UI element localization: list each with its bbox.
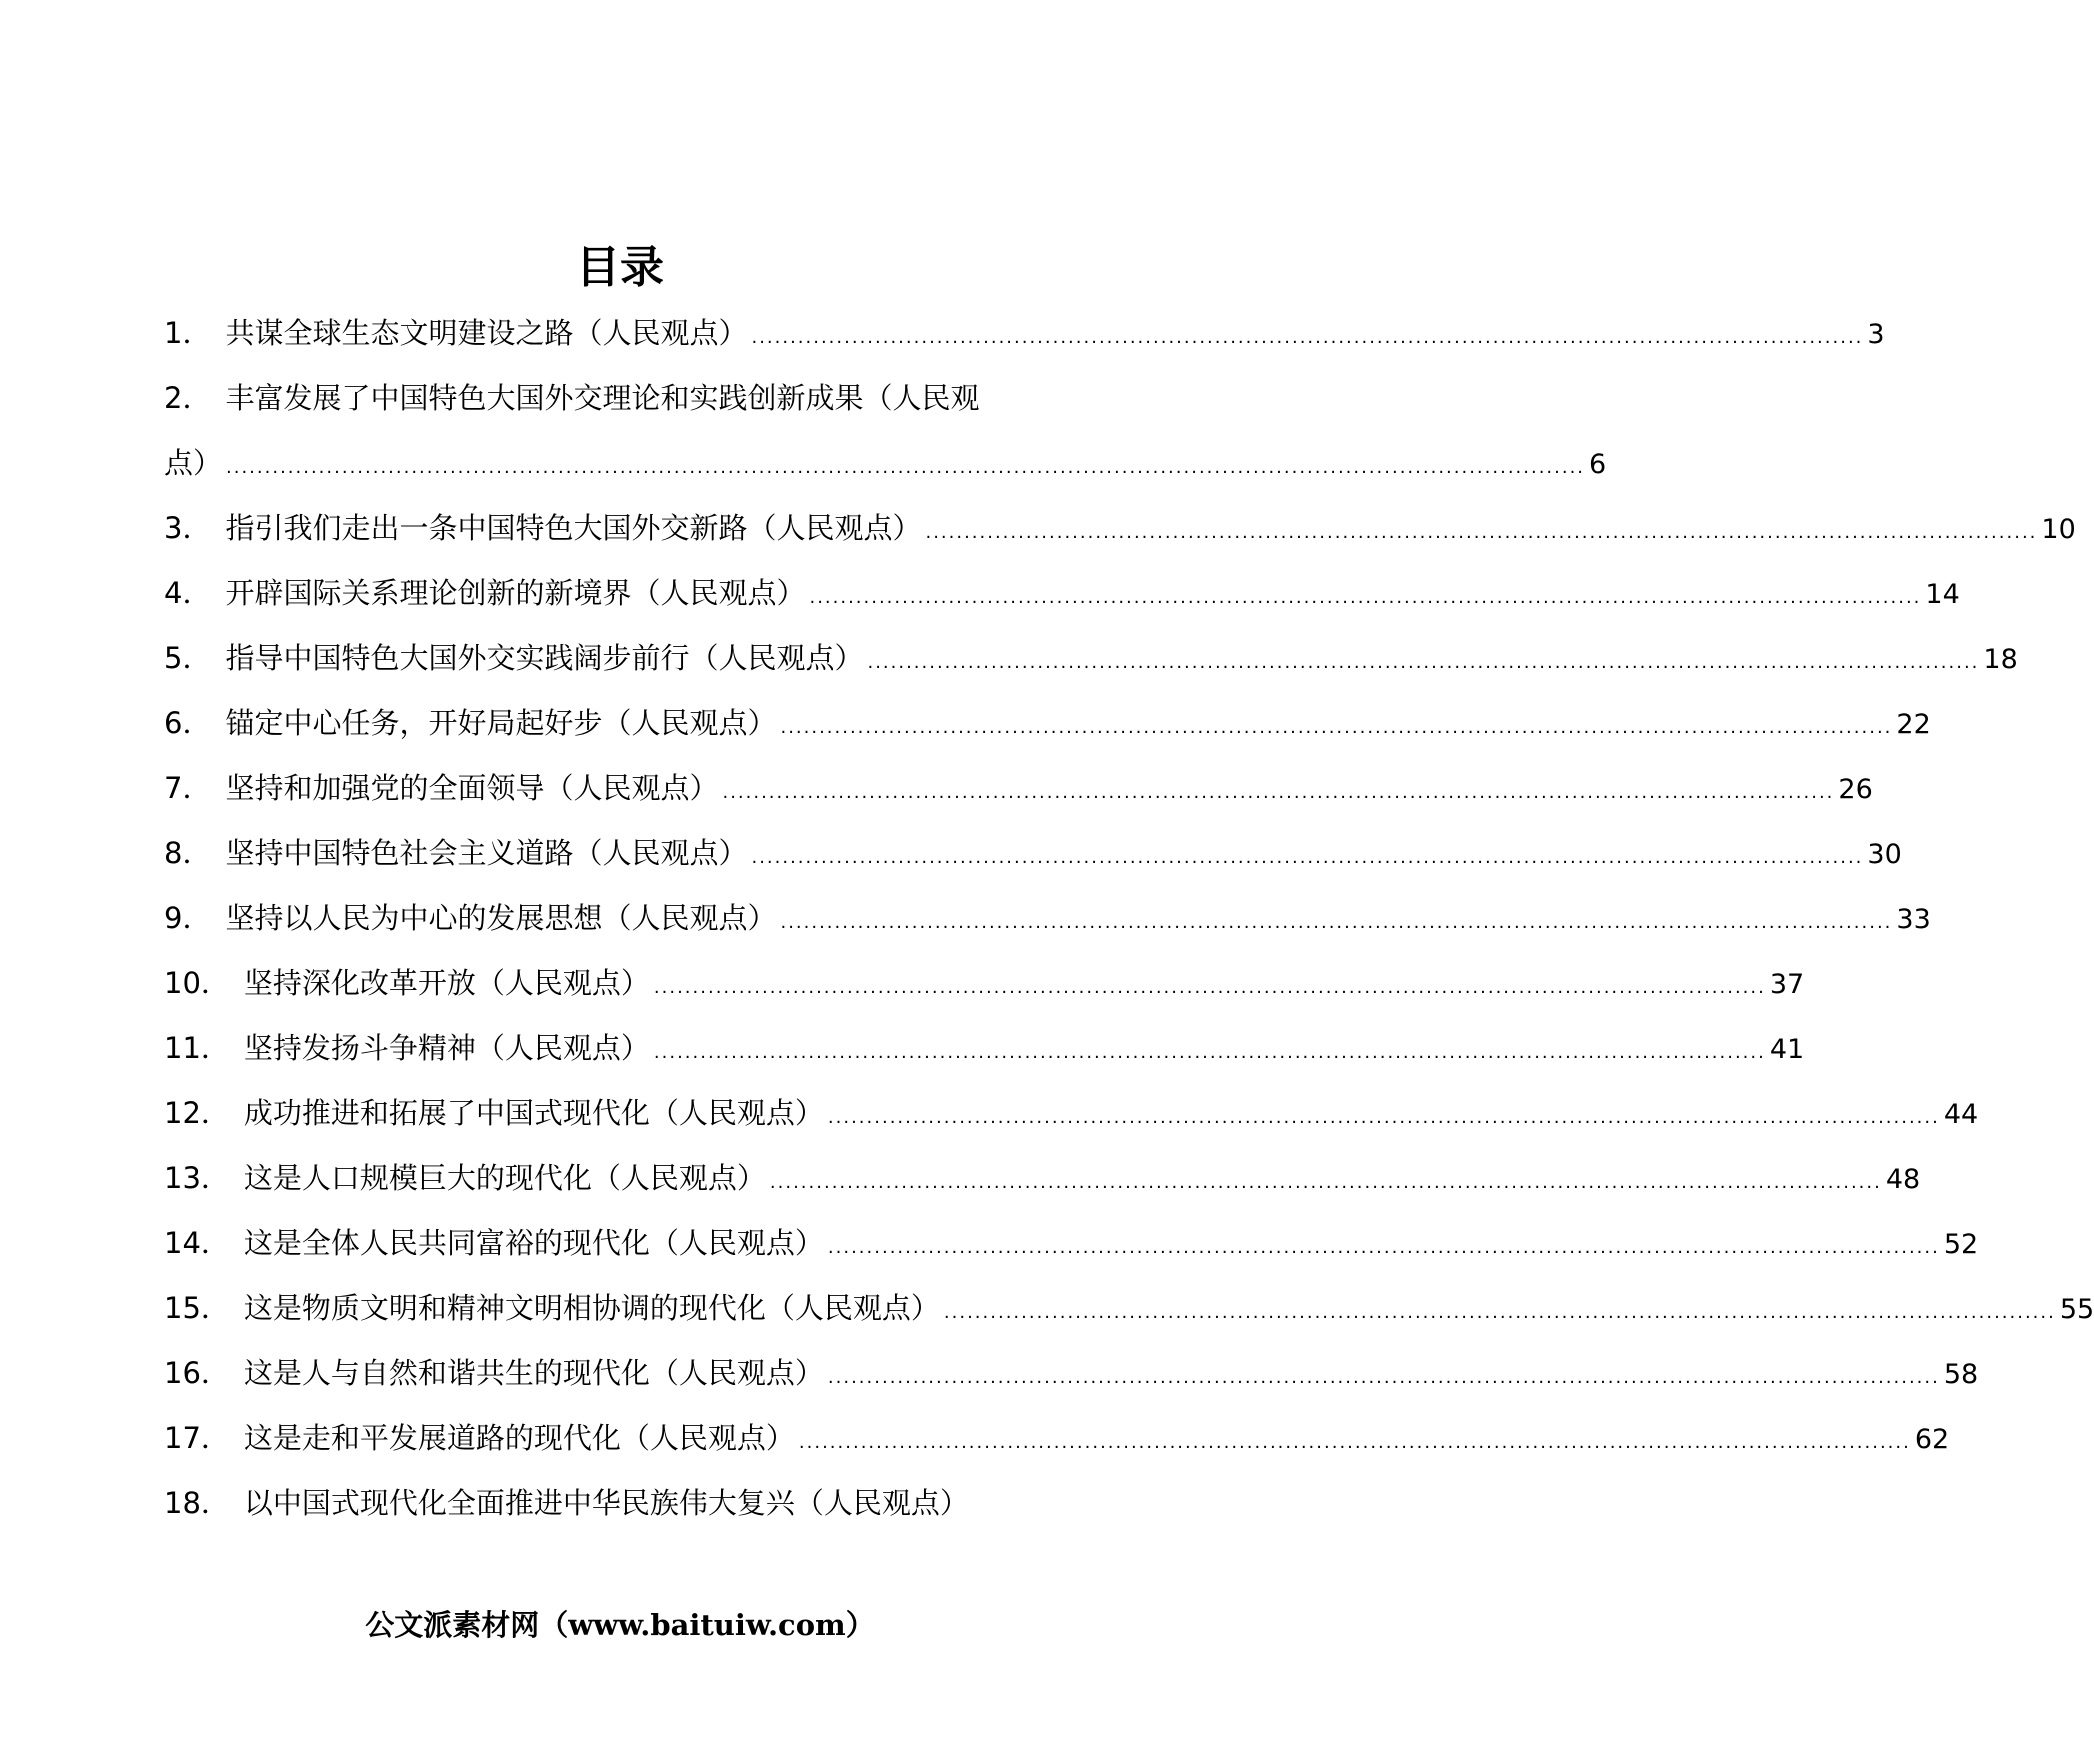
toc-item-page: 41: [1769, 1034, 1805, 1065]
toc-leader-dots: ................................................................................................................................................................................: [226, 457, 1586, 478]
toc-item-title: 以中国式现代化全面推进中华民族伟大复兴（人民观点）: [243, 1486, 969, 1520]
toc-item-page: 3: [1867, 319, 1885, 350]
toc-item-page: 52: [1943, 1229, 1979, 1260]
toc-item[interactable]: [164, 366, 1607, 496]
toc-item[interactable]: [164, 756, 1873, 821]
toc-item[interactable]: [164, 1146, 1921, 1211]
toc-item-title: 成功推进和拓展了中国式现代化（人民观点）: [243, 1096, 824, 1130]
toc-leader-dots: ................................................................................................................................................: [653, 977, 1766, 998]
toc-item-number: 14．: [164, 1226, 230, 1260]
toc-item-title-continued: 点）: [164, 446, 223, 480]
toc-item-title: 这是走和平发展道路的现代化（人民观点）: [243, 1421, 795, 1455]
toc-item[interactable]: [164, 886, 1931, 951]
toc-item-page: 62: [1914, 1424, 1950, 1455]
toc-leader-dots: ................................................................................................................................................: [867, 652, 1980, 673]
toc-leader-dots: ................................................................................................................................................: [751, 847, 1864, 868]
toc-leader-dots: ................................................................................................................................................: [722, 782, 1835, 803]
toc-item[interactable]: [164, 301, 1885, 366]
toc-item[interactable]: [164, 1471, 1074, 1536]
toc-item[interactable]: [164, 1016, 1805, 1081]
toc-leader-dots: ................................................................................................................................................: [827, 1367, 1940, 1388]
toc-item-number: 7．: [164, 771, 212, 805]
toc-item-number: 11．: [164, 1031, 230, 1065]
footer-watermark: 公文派素材网（www.baituiw.com）: [365, 1608, 875, 1642]
toc-item-number: 6．: [164, 706, 212, 740]
toc-leader-dots: ................................................................................................................................................: [827, 1237, 1940, 1258]
toc-item[interactable]: [164, 496, 2076, 561]
toc-item[interactable]: [164, 1276, 2094, 1341]
toc-item-page: 18: [1983, 644, 2018, 675]
toc-leader-dots: ................................................................................................................................................: [653, 1042, 1766, 1063]
toc-leader-dots: ................................................................................................................................................: [809, 587, 1922, 608]
toc-leader-dots: ................................................................................................................................................: [780, 912, 1893, 933]
toc-leader-dots: ................................................................................................................................................: [751, 327, 1864, 348]
toc-item-number: 3．: [164, 511, 212, 545]
table-of-contents: [164, 301, 2094, 1536]
toc-item-title: 坚持以人民为中心的发展思想（人民观点）: [225, 901, 777, 935]
toc-item[interactable]: [164, 691, 1931, 756]
toc-leader-dots: ................................................................................................................................................: [769, 1172, 1882, 1193]
toc-item[interactable]: [164, 561, 1960, 626]
toc-item-title: 这是全体人民共同富裕的现代化（人民观点）: [243, 1226, 824, 1260]
toc-item-page: 30: [1867, 839, 1902, 870]
toc-item[interactable]: [164, 1211, 1979, 1276]
toc-item-page: 14: [1925, 579, 1960, 610]
toc-leader-dots: ................................................................................................................................................: [925, 522, 2038, 543]
toc-item-title: 指引我们走出一条中国特色大国外交新路（人民观点）: [225, 511, 922, 545]
toc-item[interactable]: [164, 1081, 1979, 1146]
toc-item-title: 丰富发展了中国特色大国外交理论和实践创新成果（人民观: [225, 381, 980, 415]
toc-item-number: 5．: [164, 641, 212, 675]
toc-item-page: 6: [1589, 449, 1607, 480]
toc-item-title: 开辟国际关系理论创新的新境界（人民观点）: [225, 576, 806, 610]
page-title: 目录: [576, 242, 664, 293]
toc-item-title: 共谋全球生态文明建设之路（人民观点）: [225, 316, 748, 350]
toc-item-number: 8．: [164, 836, 212, 870]
toc-item-title: 指导中国特色大国外交实践阔步前行（人民观点）: [225, 641, 864, 675]
toc-leader-dots: ................................................................................................................................................: [780, 717, 1893, 738]
toc-item-number: 9．: [164, 901, 212, 935]
toc-item-title: 坚持和加强党的全面领导（人民观点）: [225, 771, 719, 805]
toc-item-page: 37: [1769, 969, 1805, 1000]
toc-item-page: 55: [2059, 1294, 2094, 1325]
toc-item-page: 26: [1838, 774, 1873, 805]
toc-item-title: 这是物质文明和精神文明相协调的现代化（人民观点）: [243, 1291, 940, 1325]
toc-leader-dots: ................................................................................................................................................: [798, 1432, 1911, 1453]
toc-item-number: 17．: [164, 1421, 230, 1455]
toc-item[interactable]: [164, 951, 1805, 1016]
toc-leader-dots: ................................................................................................................................................: [827, 1107, 1940, 1128]
toc-item[interactable]: [164, 1341, 1979, 1406]
toc-item-page: 44: [1943, 1099, 1979, 1130]
toc-item-title: 锚定中心任务，开好局起好步（人民观点）: [225, 706, 777, 740]
toc-item-page: 48: [1885, 1164, 1921, 1195]
toc-item-title: 坚持发扬斗争精神（人民观点）: [243, 1031, 650, 1065]
toc-leader-dots: ................................................................................................................................................: [943, 1302, 2056, 1323]
toc-item-title: 坚持深化改革开放（人民观点）: [243, 966, 650, 1000]
toc-item-page: 58: [1943, 1359, 1979, 1390]
toc-item[interactable]: [164, 626, 2018, 691]
toc-item[interactable]: [164, 1406, 1950, 1471]
toc-item-number: 16．: [164, 1356, 230, 1390]
toc-item[interactable]: [164, 821, 1902, 886]
toc-item-number: 2．: [164, 381, 212, 415]
toc-item-number: 4．: [164, 576, 212, 610]
toc-item-number: 15．: [164, 1291, 230, 1325]
toc-item-page: 33: [1896, 904, 1931, 935]
toc-item-number: 10．: [164, 966, 230, 1000]
toc-item-page: 10: [2041, 514, 2076, 545]
toc-item-title: 这是人口规模巨大的现代化（人民观点）: [243, 1161, 766, 1195]
toc-item-number: 1．: [164, 316, 212, 350]
toc-item-page: 22: [1896, 709, 1931, 740]
toc-item-title: 坚持中国特色社会主义道路（人民观点）: [225, 836, 748, 870]
toc-item-title: 这是人与自然和谐共生的现代化（人民观点）: [243, 1356, 824, 1390]
toc-item-number: 12．: [164, 1096, 230, 1130]
toc-item-number: 13．: [164, 1161, 230, 1195]
toc-item-number: 18．: [164, 1486, 230, 1520]
